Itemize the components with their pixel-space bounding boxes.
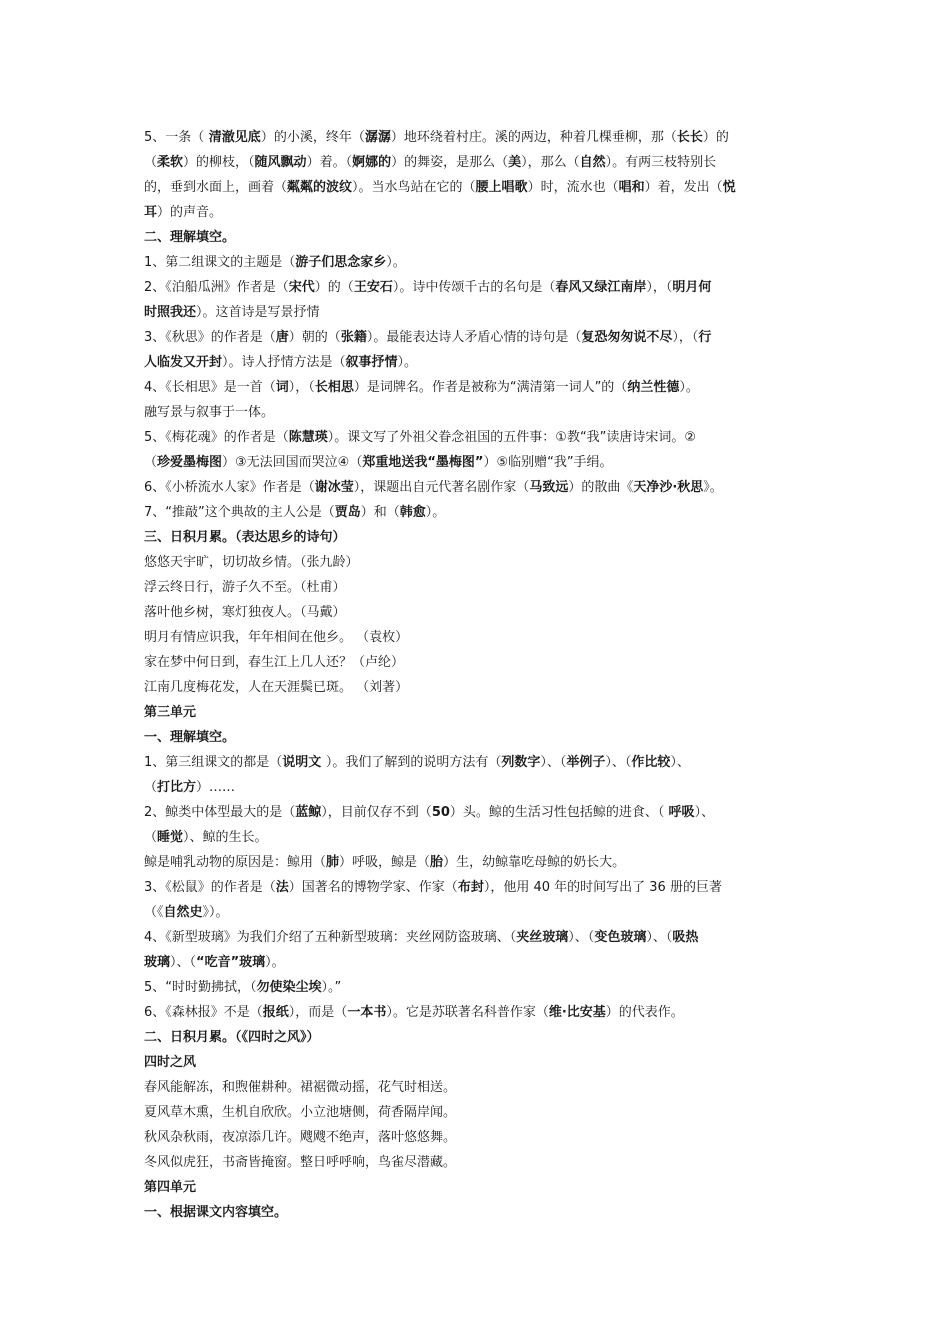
section-heading: 三、日积月累。（表达思乡的诗句） <box>144 530 346 545</box>
text-line: （柔软）的柳枝，（随风飘动）着。（婀娜的）的舞姿，是那么（美），那么（自然）。有两三枝特别长 <box>144 155 717 170</box>
text-line: 3、《松鼠》的作者是（法）国著名的博物学家、作家（布封），他用 40 年的时间写出了 36 册的巨著 <box>144 880 722 895</box>
text-line: （睡觉）、鲸的生长。 <box>144 830 268 845</box>
poem-line: 浮云终日行，游子久不至。（杜甫） <box>144 580 346 595</box>
poem-title: 四时之风 <box>144 1055 197 1070</box>
text-line: 5、《梅花魂》的作者是（陈慧瑛）。课文写了外祖父眷念祖国的五件事：①教“我”读唐诗宋词。② <box>144 430 697 445</box>
text-line: 4、《长相思》是一首（词），（长相思）是词牌名。作者是被称为“满清第一词人”的（纳兰性德）。 <box>144 380 699 395</box>
text-line: （珍爱墨梅图）③无法回国而哭泣④（郑重地送我“墨梅图”）⑤临别赠“我”手绢。 <box>144 455 613 470</box>
poem-line: 江南几度梅花发，人在天涯鬓已斑。 （刘著） <box>144 680 409 695</box>
text-line: 1、第二组课文的主题是（游子们思念家乡）。 <box>144 255 406 270</box>
text-line: （《自然史》）。 <box>144 905 229 920</box>
text-line: 7、“推敲”这个典故的主人公是（贾岛）和（韩愈）。 <box>144 505 446 520</box>
poem-line: 冬风似虎狂，书斋皆掩窗。整日呼呼响，鸟雀尽潜藏。 <box>144 1155 457 1170</box>
poem-line: 秋风杂秋雨，夜凉添几许。飕飕不绝声，落叶悠悠舞。 <box>144 1130 457 1145</box>
section-heading: 一、理解填空。 <box>144 730 236 745</box>
text-line: 时照我还）。这首诗是写景抒情 <box>144 305 320 320</box>
section-heading: 二、日积月累。（《四时之风》） <box>144 1030 320 1045</box>
poem-line: 悠悠天宇旷，切切故乡情。（张九龄） <box>144 555 359 570</box>
text-line: 鲸是哺乳动物的原因是：鲸用（肺）呼吸，鲸是（胎）生，幼鲸靠吃母鲸的奶长大。 <box>144 855 626 870</box>
text-line: 的，垂到水面上，画着（粼粼的波纹）。当水鸟站在它的（腰上唱歌）时，流水也（唱和）着，发出（悦 <box>144 180 736 195</box>
text-line: 3、《秋思》的作者是（唐）朝的（张籍）。最能表达诗人矛盾心情的诗句是（复恐匆匆说不尽），（行 <box>144 330 712 345</box>
poem-line: 家在梦中何日到，春生江上几人还？（卢纶） <box>144 655 405 670</box>
text-line: 4、《新型玻璃》为我们介绍了五种新型玻璃：夹丝网防盗玻璃、（夹丝玻璃）、（变色玻璃）、（吸热 <box>144 930 699 945</box>
text-line: 5、“时时勤拂拭，（勿使染尘埃）。” <box>144 980 342 995</box>
poem-line: 明月有情应识我，年年相间在他乡。 （袁枚） <box>144 630 409 645</box>
text-line: 5、一条（ 清澈见底）的小溪，终年（潺潺）地环绕着村庄。溪的两边，种着几棵垂柳，那（长长）的 <box>144 130 729 145</box>
unit-title: 第三单元 <box>144 705 197 720</box>
text-line: （打比方）…… <box>144 780 236 795</box>
document-page <box>144 125 810 1225</box>
poem-line: 夏风草木熏，生机自欣欣。小立池塘侧，荷香隔岸闻。 <box>144 1105 457 1120</box>
text-line: 融写景与叙事于一体。 <box>144 405 275 420</box>
text-line: 6、《小桥流水人家》作者是（谢冰莹），课题出自元代著名剧作家（马致远）的散曲《天净沙·秋思》。 <box>144 480 723 495</box>
text-line: 人临发又开封）。诗人抒情方法是（叙事抒情）。 <box>144 355 418 370</box>
text-line: 2、鲸类中体型最大的是（蓝鲸），目前仅存不到（50）头。鲸的生活习性包括鲸的进食、（ 呼吸）、 <box>144 805 715 820</box>
unit-title: 第四单元 <box>144 1180 197 1195</box>
poem-line: 落叶他乡树，寒灯独夜人。（马戴） <box>144 605 346 620</box>
text-line: 耳）的声音。 <box>144 205 223 220</box>
poem-line: 春风能解冻，和煦催耕种。裙裾微动摇，花气时相送。 <box>144 1080 457 1095</box>
text-line: 玻璃）、（“吃音”玻璃）。 <box>144 955 285 970</box>
section-heading: 二、理解填空。 <box>144 230 236 245</box>
text-line: 2、《泊船瓜洲》作者是（宋代）的（王安石）。诗中传颂千古的名句是（春风又绿江南岸），（明月何 <box>144 280 712 295</box>
text-line: 6、《森林报》不是（报纸），而是（一本书）。它是苏联著名科普作家（维·比安基）的代表作。 <box>144 1005 684 1020</box>
section-heading: 一、根据课文内容填空。 <box>144 1205 288 1220</box>
text-line: 1、第三组课文的都是（说明文 ）。我们了解到的说明方法有（列数字）、（举例子）、（作比较）、 <box>144 755 690 770</box>
